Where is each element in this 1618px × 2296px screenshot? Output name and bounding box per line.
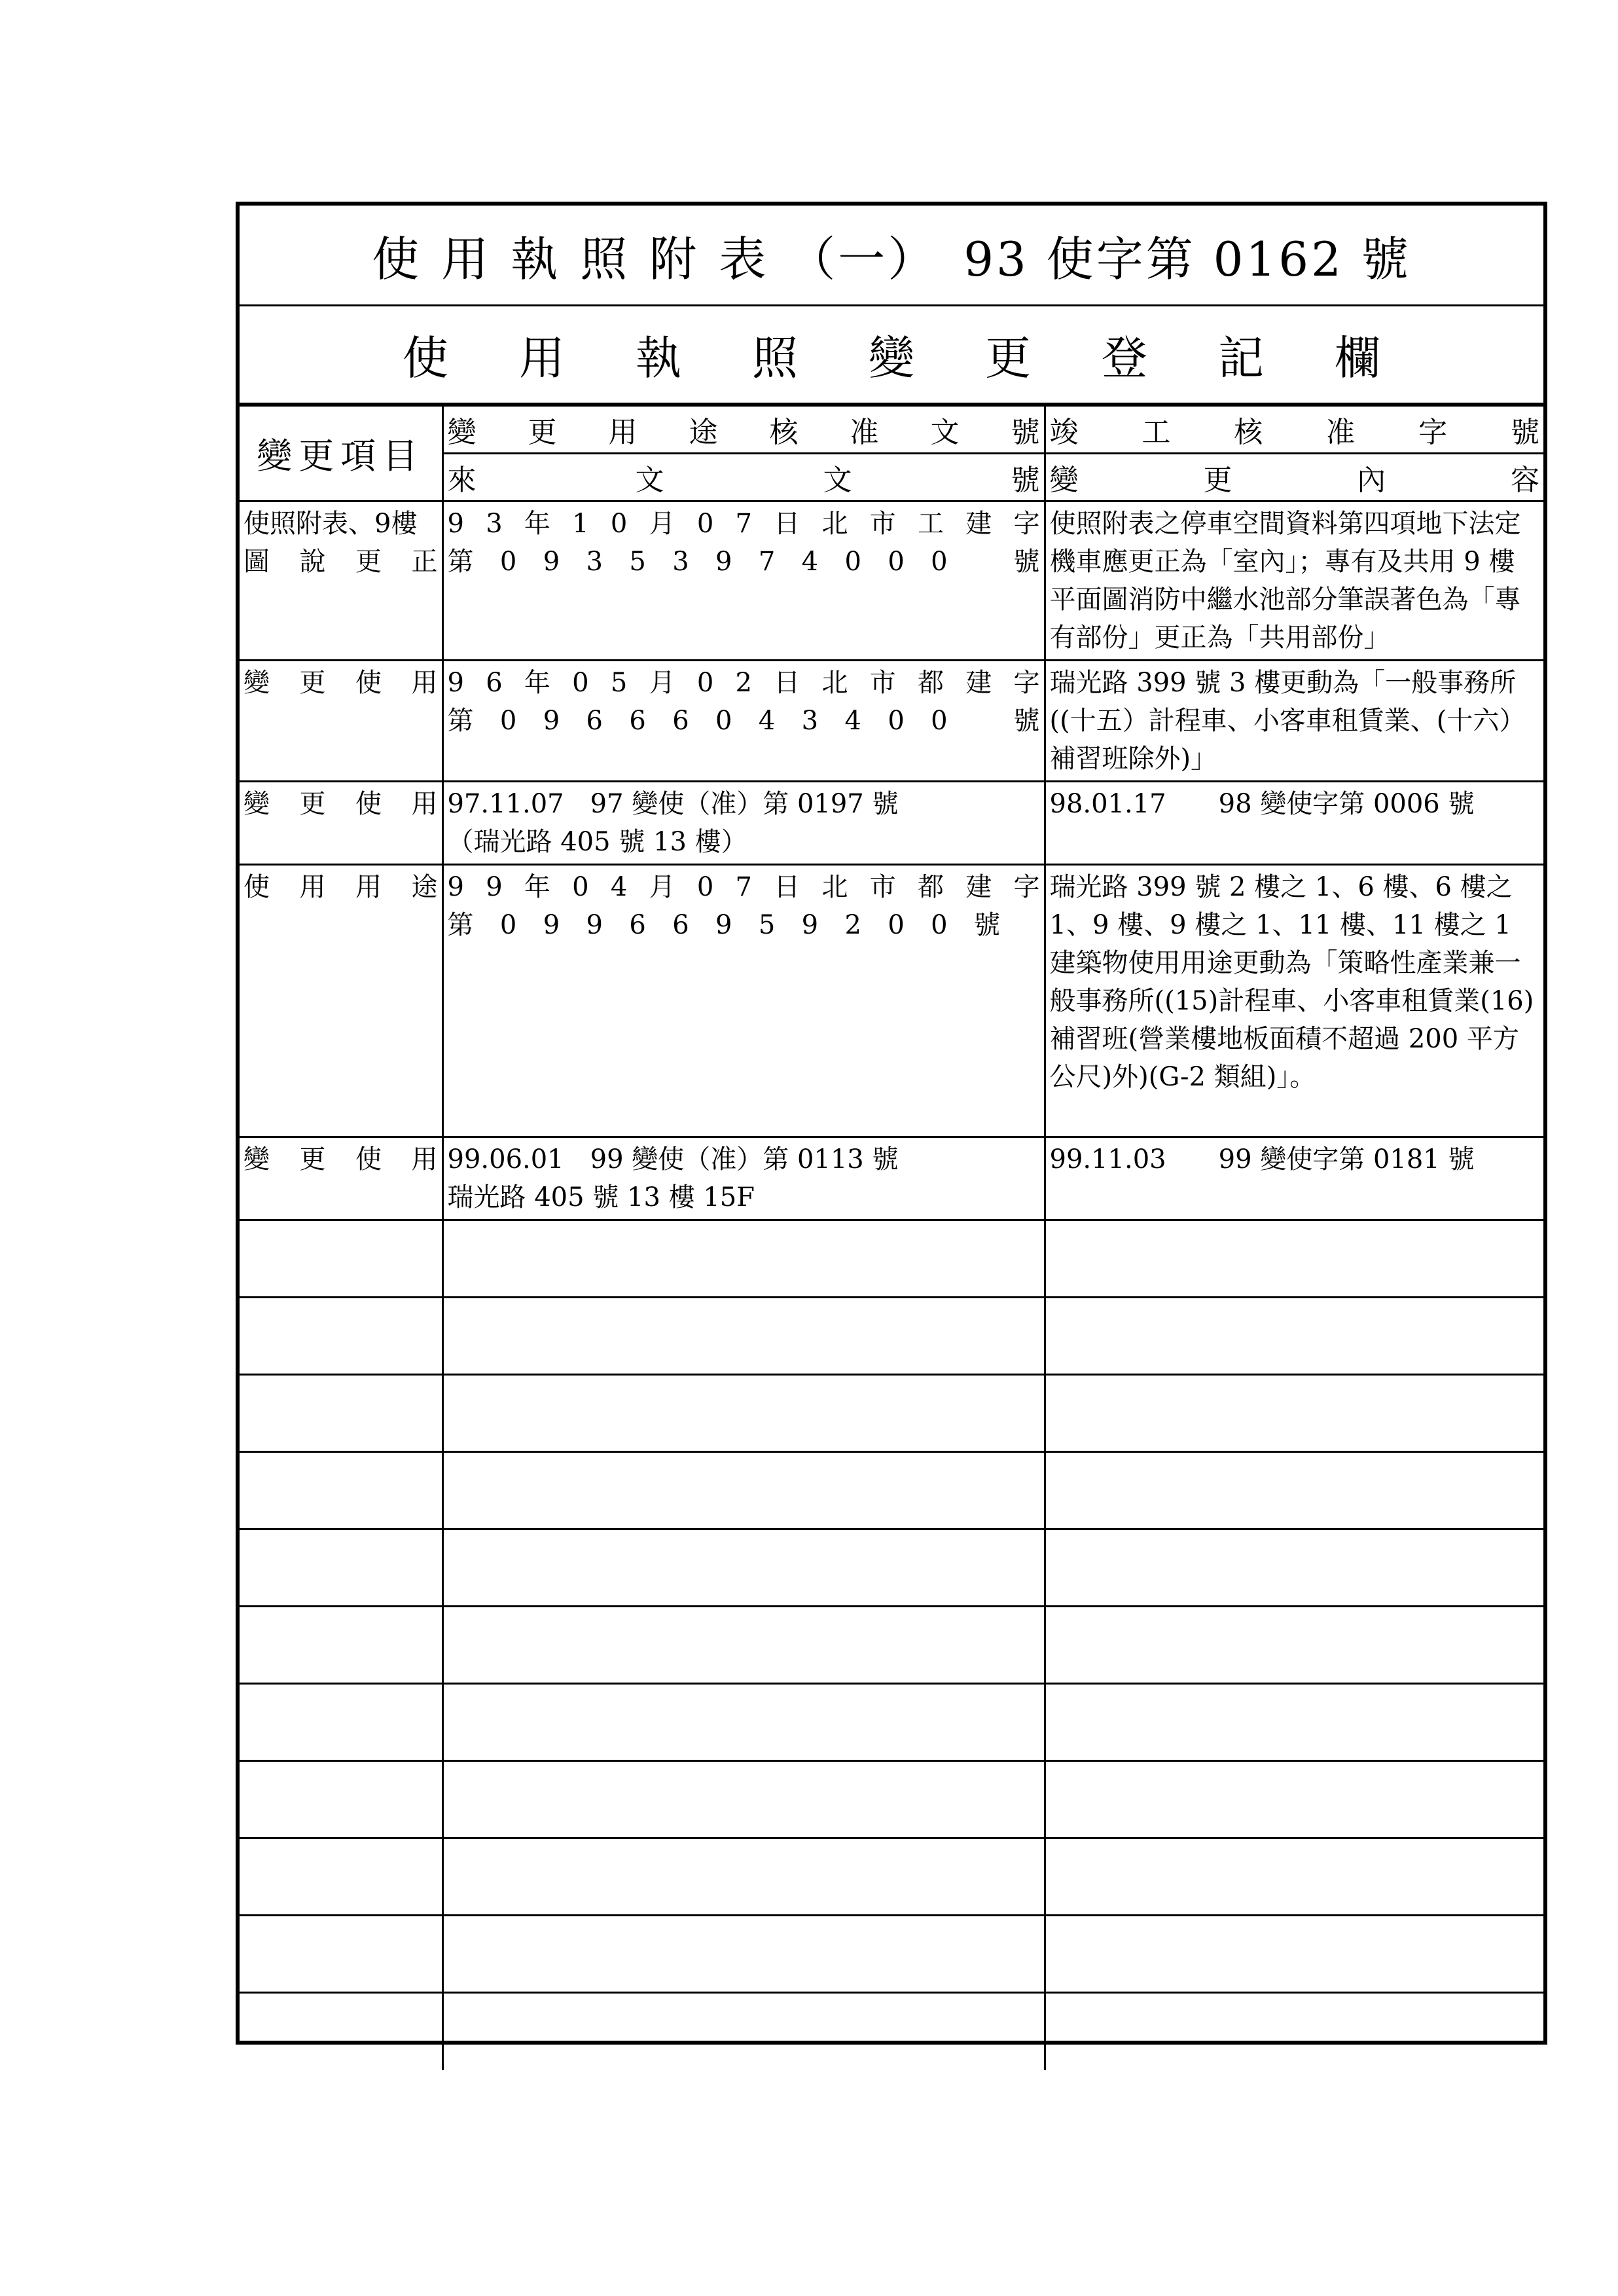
empty-cell xyxy=(1045,1298,1543,1375)
document-number-char: 1 xyxy=(572,509,589,539)
header-char: 字 xyxy=(1418,416,1448,449)
change-content-cell xyxy=(1045,661,1543,782)
document-number-line xyxy=(448,906,1040,944)
change-item-text: 更 xyxy=(299,789,326,819)
change-content-text: 98.01.17 98 變使字第 0006 號 xyxy=(1049,789,1475,819)
empty-cell xyxy=(442,1607,1045,1684)
change-item-cell xyxy=(240,501,442,661)
document-number-char: 工 xyxy=(917,509,944,539)
empty-cell xyxy=(442,1916,1045,1993)
table-row xyxy=(240,661,1543,782)
document-number-char: 市 xyxy=(869,668,896,698)
document-number-char: 年 xyxy=(524,872,550,902)
document-number-char: 字 xyxy=(1013,872,1040,902)
empty-row xyxy=(240,1607,1543,1684)
document-number-char: 0 xyxy=(696,509,714,539)
change-content-text: 瑞光路 399 號 2 樓之 1、6 樓、6 樓之 1、9 樓、9 樓之 1、11 樓、11 樓之 1 建築物使用用途更動為「策略性產業兼一般事務所((15)計程車、小客車租賃業(16)補習班(營業樓地板面積不超過 200 平方公尺)外)(G-2 類組)」。 xyxy=(1049,872,1534,1092)
document-number-char: 6 xyxy=(672,910,689,940)
empty-cell xyxy=(1045,1452,1543,1529)
change-item-text: 用 xyxy=(411,1144,438,1175)
change-content-cell xyxy=(1045,1137,1543,1220)
change-content-cell xyxy=(1045,782,1543,865)
document-number-char: 9 xyxy=(543,706,560,736)
header-item: 變更項目 xyxy=(240,406,442,501)
document-number-char: 9 xyxy=(486,872,503,902)
header-char: 內 xyxy=(1357,464,1386,497)
document-number-char: 0 xyxy=(499,706,517,736)
document-number-char xyxy=(974,543,987,581)
document-number-char: 市 xyxy=(869,509,896,539)
change-item-text: 更 xyxy=(299,668,326,698)
document-number-char: 0 xyxy=(610,509,628,539)
document-number-char: 9 xyxy=(715,547,732,577)
document-number-char: 6 xyxy=(586,706,603,736)
document-number-char: 9 xyxy=(447,872,464,902)
change-item-cell xyxy=(240,1137,442,1220)
header-change-content-text xyxy=(1046,454,1544,500)
change-item-text: 使 xyxy=(355,789,382,819)
change-item-line xyxy=(243,543,438,581)
document-number-char xyxy=(1026,906,1039,944)
form-subtitle xyxy=(240,306,1543,405)
document-number-char: 4 xyxy=(758,706,776,736)
document-number-char: 字 xyxy=(1013,668,1040,698)
empty-row xyxy=(240,1452,1543,1529)
empty-cell xyxy=(442,1993,1045,2070)
header-char: 准 xyxy=(850,416,879,449)
change-item-text: 使 xyxy=(243,872,270,902)
empty-cell xyxy=(442,1529,1045,1607)
header-char: 更 xyxy=(528,416,557,449)
empty-row xyxy=(240,1761,1543,1838)
document-number-char: 0 xyxy=(572,668,589,698)
document-number-char: 市 xyxy=(869,872,896,902)
document-number-char: 4 xyxy=(801,547,819,577)
document-number-char: 0 xyxy=(888,706,905,736)
document-number-char: 4 xyxy=(610,872,628,902)
empty-cell xyxy=(442,1838,1045,1916)
document-number-char: 字 xyxy=(1013,509,1040,539)
document-number-char: 3 xyxy=(672,547,689,577)
document-number-char: 月 xyxy=(649,668,675,698)
empty-cell xyxy=(442,1452,1045,1529)
document-number-char: 5 xyxy=(610,668,628,698)
document-number-char: 7 xyxy=(735,509,752,539)
empty-cell xyxy=(442,1375,1045,1452)
empty-row xyxy=(240,1993,1543,2070)
change-item-line xyxy=(243,505,438,543)
change-item-text: 使 xyxy=(355,1144,382,1175)
document-number-char: 北 xyxy=(821,668,848,698)
empty-cell xyxy=(1045,1529,1543,1607)
header-char: 號 xyxy=(1510,416,1539,449)
empty-row xyxy=(240,1375,1543,1452)
header-char: 用 xyxy=(608,416,638,449)
header-char: 號 xyxy=(1011,416,1040,449)
license-form xyxy=(236,202,1547,2045)
document-number-char: 年 xyxy=(524,668,550,698)
document-number-char: 0 xyxy=(844,547,861,577)
empty-cell xyxy=(240,1993,442,2070)
document-number-cell xyxy=(442,1137,1045,1220)
header-char: 竣 xyxy=(1049,416,1079,449)
change-item-cell xyxy=(240,661,442,782)
change-item-text: 用 xyxy=(355,872,382,902)
header-char: 變 xyxy=(1049,464,1079,497)
change-item-text: 用 xyxy=(411,668,438,698)
document-number-cell xyxy=(442,865,1045,1137)
header-incoming-doc xyxy=(442,454,1045,501)
document-number-char: 0 xyxy=(499,547,517,577)
document-number-cell xyxy=(442,661,1045,782)
change-content-text: 瑞光路 399 號 3 樓更動為「一般事務所((十五）計程車、小客車租賃業、(十六）補習班除外)」 xyxy=(1049,668,1526,774)
header-incoming-doc-text xyxy=(444,454,1044,500)
document-number-char: 0 xyxy=(888,547,905,577)
document-number-char: 2 xyxy=(844,910,861,940)
header-char: 變 xyxy=(447,416,476,449)
empty-cell xyxy=(240,1761,442,1838)
change-item-text: 變 xyxy=(243,668,270,698)
change-item-text: 更 xyxy=(299,1144,326,1175)
change-item-line xyxy=(243,868,438,906)
header-char: 文 xyxy=(823,464,852,497)
document-number-char: 9 xyxy=(801,910,819,940)
header-char: 途 xyxy=(689,416,718,449)
change-item-text: 更 xyxy=(355,547,382,577)
document-number-char: 5 xyxy=(629,547,646,577)
change-item-cell xyxy=(240,865,442,1137)
header-char: 核 xyxy=(769,416,799,449)
document-number-char: 6 xyxy=(629,706,646,736)
document-number-char: 北 xyxy=(821,872,848,902)
document-number-text: 97.11.07 97 變使（准）第 0197 號 （瑞光路 405 號 13 樓） xyxy=(447,789,899,857)
empty-cell xyxy=(240,1607,442,1684)
document-number-char: 0 xyxy=(931,547,948,577)
change-content-cell xyxy=(1045,501,1543,661)
document-number-line xyxy=(448,543,1040,581)
empty-cell xyxy=(442,1684,1045,1761)
document-number-char: 號 xyxy=(973,910,1000,940)
document-number-char: 4 xyxy=(844,706,861,736)
header-char: 文 xyxy=(930,416,960,449)
document-number-char: 建 xyxy=(965,509,992,539)
empty-row xyxy=(240,1529,1543,1607)
document-number-char: 月 xyxy=(649,509,675,539)
empty-cell xyxy=(240,1684,442,1761)
empty-cell xyxy=(1045,1838,1543,1916)
empty-row xyxy=(240,1916,1543,1993)
document-number-char: 0 xyxy=(572,872,589,902)
document-number-char: 0 xyxy=(499,910,517,940)
document-number-char: 0 xyxy=(931,910,948,940)
header-char: 號 xyxy=(1011,464,1040,497)
document-number-cell xyxy=(442,501,1045,661)
form-title xyxy=(240,206,1543,306)
empty-cell xyxy=(1045,1220,1543,1298)
document-number-char: 日 xyxy=(774,668,800,698)
document-number-char: 9 xyxy=(715,910,732,940)
document-number-char: 北 xyxy=(821,509,848,539)
document-number-char: 建 xyxy=(965,872,992,902)
header-char: 准 xyxy=(1326,416,1356,449)
empty-row xyxy=(240,1684,1543,1761)
change-content-cell xyxy=(1045,865,1543,1137)
change-item-line xyxy=(243,1140,438,1178)
document-number-char: 6 xyxy=(672,706,689,736)
header-char: 文 xyxy=(635,464,664,497)
title-number: 93 使字第 0162 號 xyxy=(963,231,1411,287)
empty-cell xyxy=(1045,1761,1543,1838)
document-number-char: 7 xyxy=(758,547,776,577)
change-item-text: 使 xyxy=(355,668,382,698)
empty-cell xyxy=(1045,1916,1543,1993)
document-number-char: 9 xyxy=(586,910,603,940)
header-char: 來 xyxy=(447,464,476,497)
empty-cell xyxy=(442,1220,1045,1298)
change-register-table xyxy=(240,405,1543,2070)
document-number-line xyxy=(448,702,1040,740)
change-item-cell xyxy=(240,782,442,865)
document-number-char: 5 xyxy=(758,910,776,940)
document-number-cell xyxy=(442,782,1045,865)
empty-cell xyxy=(240,1298,442,1375)
empty-cell xyxy=(442,1298,1045,1375)
header-completion-doc xyxy=(1045,406,1543,454)
document-number-char: 6 xyxy=(486,668,503,698)
title-paren: （一） xyxy=(788,231,938,287)
header-char: 容 xyxy=(1510,464,1539,497)
table-row xyxy=(240,1137,1543,1220)
document-number-char: 建 xyxy=(965,668,992,698)
empty-cell xyxy=(240,1529,442,1607)
document-number-char: 0 xyxy=(931,706,948,736)
header-char: 更 xyxy=(1203,464,1232,497)
change-item-text: 用 xyxy=(411,789,438,819)
empty-cell xyxy=(240,1220,442,1298)
empty-row xyxy=(240,1838,1543,1916)
empty-cell xyxy=(442,1761,1045,1838)
document-number-char: 3 xyxy=(486,509,503,539)
empty-cell xyxy=(1045,1607,1543,1684)
header-char: 核 xyxy=(1234,416,1263,449)
change-item-text: 途 xyxy=(411,872,438,902)
empty-cell xyxy=(1045,1375,1543,1452)
table-row xyxy=(240,782,1543,865)
document-number-char xyxy=(974,702,987,740)
document-number-char: 號 xyxy=(1013,706,1040,736)
table-row xyxy=(240,501,1543,661)
document-number-line xyxy=(448,868,1040,906)
header-char: 工 xyxy=(1142,416,1171,449)
change-item-text: 變 xyxy=(243,789,270,819)
document-number-char: 9 xyxy=(447,509,464,539)
header-completion-doc-text xyxy=(1046,407,1544,452)
document-number-char: 第 xyxy=(447,706,474,736)
empty-cell xyxy=(240,1375,442,1452)
document-number-char: 7 xyxy=(735,872,752,902)
document-number-char: 第 xyxy=(447,547,474,577)
document-number-char: 6 xyxy=(629,910,646,940)
empty-row xyxy=(240,1220,1543,1298)
document-number-char: 3 xyxy=(586,547,603,577)
change-content-text: 99.11.03 99 變使字第 0181 號 xyxy=(1049,1144,1475,1175)
subtitle-text: 使用執照變更登記欄 xyxy=(403,331,1451,385)
change-item-line xyxy=(243,785,438,823)
document-number-char: 3 xyxy=(801,706,819,736)
document-number-char: 都 xyxy=(917,668,944,698)
document-number-line xyxy=(448,664,1040,702)
document-number-char: 9 xyxy=(543,547,560,577)
change-item-text: 說 xyxy=(299,547,326,577)
document-number-char: 2 xyxy=(735,668,752,698)
document-number-char: 年 xyxy=(524,509,550,539)
empty-cell xyxy=(240,1452,442,1529)
document-number-char: 9 xyxy=(543,910,560,940)
empty-cell xyxy=(1045,1684,1543,1761)
empty-cell xyxy=(1045,1993,1543,2070)
document-number-char: 號 xyxy=(1013,547,1040,577)
document-number-char: 月 xyxy=(649,872,675,902)
change-item-line xyxy=(243,664,438,702)
document-number-text: 99.06.01 99 變使（准）第 0113 號 瑞光路 405 號 13 樓 15F xyxy=(447,1144,899,1212)
document-number-line xyxy=(448,505,1040,543)
document-number-char: 日 xyxy=(774,509,800,539)
title-main: 使用執照附表 xyxy=(372,231,789,287)
change-item-text: 正 xyxy=(411,547,438,577)
change-item-text: 變 xyxy=(243,1144,270,1175)
document-number-char: 9 xyxy=(447,668,464,698)
document-number-char: 0 xyxy=(696,872,714,902)
empty-cell xyxy=(240,1916,442,1993)
document-number-char: 日 xyxy=(774,872,800,902)
empty-cell xyxy=(240,1838,442,1916)
change-content-text: 使照附表之停車空間資料第四項地下法定機車應更正為「室內」；專有及共用 9 樓平面圖消防中繼水池部分筆誤著色為「專有部份」更正為「共用部份」 xyxy=(1049,509,1521,653)
document-number-char: 0 xyxy=(715,706,732,736)
change-item-text: 圖 xyxy=(243,547,270,577)
header-approval-doc xyxy=(442,406,1045,454)
header-approval-doc-text xyxy=(444,407,1044,452)
document-number-char: 0 xyxy=(696,668,714,698)
table-row xyxy=(240,865,1543,1137)
header-row-1 xyxy=(240,406,1543,454)
change-item-text: 使照附表、9樓 xyxy=(243,509,418,539)
document-number-char: 0 xyxy=(888,910,905,940)
document-number-char: 第 xyxy=(447,910,474,940)
header-change-content xyxy=(1045,454,1543,501)
change-item-text: 用 xyxy=(299,872,326,902)
document-number-char: 都 xyxy=(917,872,944,902)
empty-row xyxy=(240,1298,1543,1375)
